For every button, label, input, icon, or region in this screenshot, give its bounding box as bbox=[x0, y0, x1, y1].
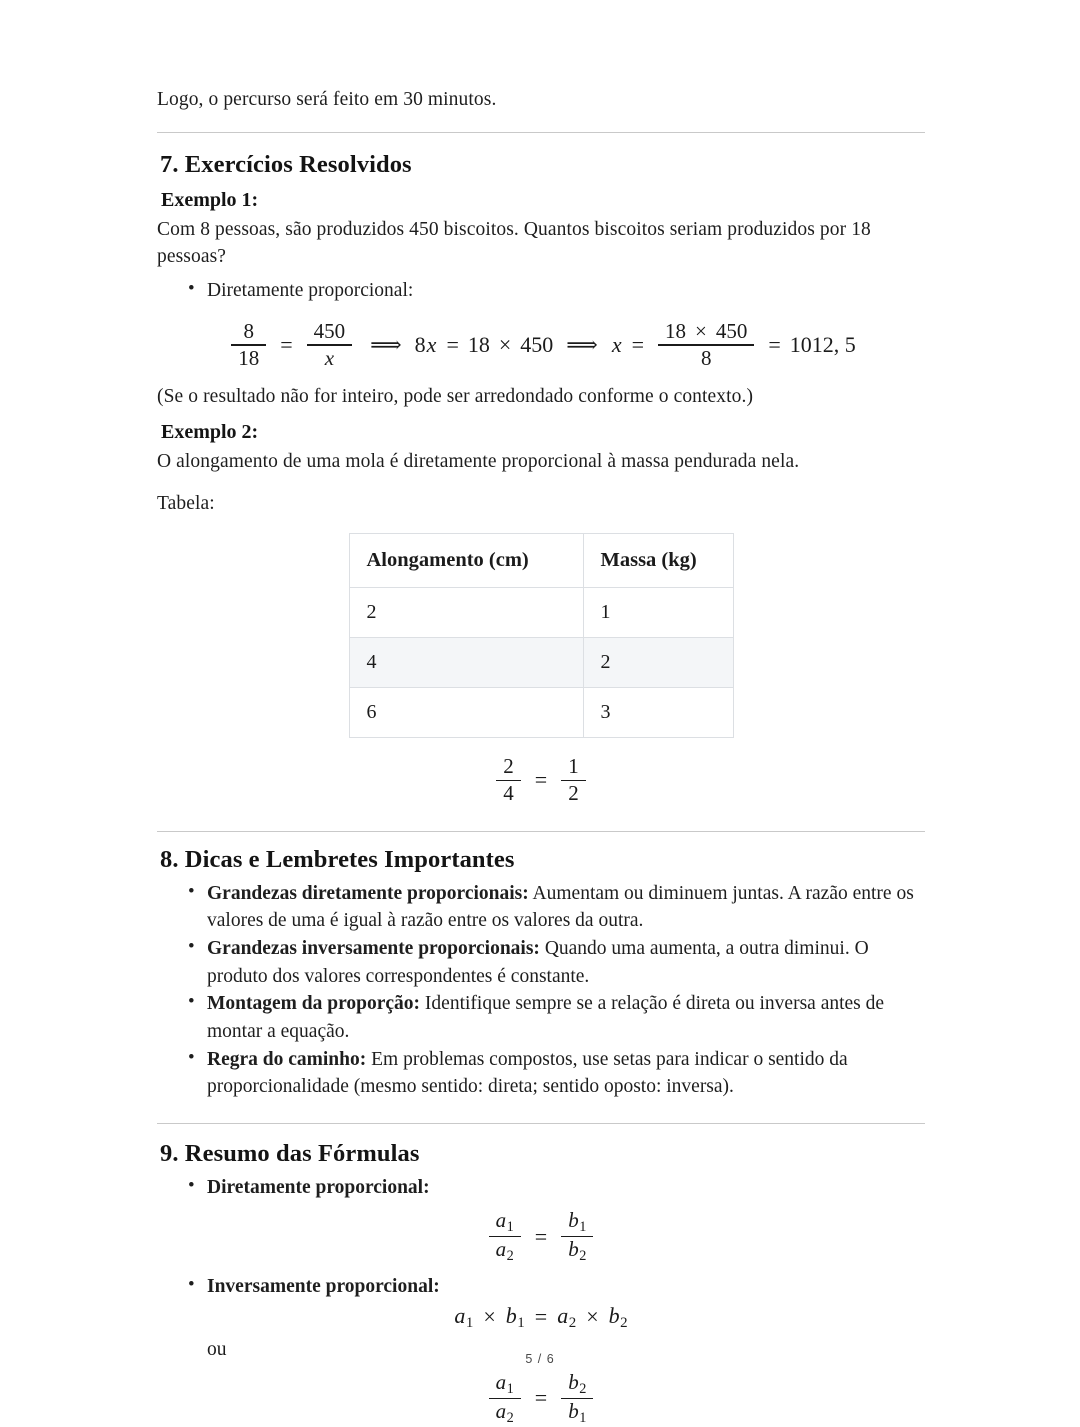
table-container bbox=[157, 533, 925, 738]
equals-sign: = bbox=[280, 331, 293, 357]
cell-massa: 3 bbox=[583, 688, 733, 738]
variable-a: a bbox=[557, 1302, 569, 1328]
fraction-numerator bbox=[561, 1370, 593, 1398]
inverse-proportional-label: Inversamente proporcional: bbox=[207, 1276, 440, 1298]
times-sign: × bbox=[498, 331, 512, 357]
fraction-b1-over-b2 bbox=[561, 1208, 593, 1265]
implies-arrow-icon: ⟹ bbox=[370, 331, 402, 357]
list-item bbox=[157, 990, 925, 1045]
table-row bbox=[349, 588, 733, 638]
equals-sign: = bbox=[631, 331, 645, 357]
table-header-row bbox=[349, 534, 733, 588]
subscript: 2 bbox=[568, 1315, 577, 1332]
subscript: 2 bbox=[620, 1315, 628, 1332]
tip-text: Aumentam ou diminuem juntas. A razão entre os valores de uma é igual à razão entre os valores da outra. bbox=[207, 882, 914, 932]
fraction-denominator bbox=[561, 1237, 593, 1265]
term-18: 18 bbox=[467, 331, 490, 357]
tip-text: Quando uma aumenta, a outra diminui. O produto dos valores correspondentes é constante. bbox=[207, 938, 869, 987]
math-expression bbox=[484, 1370, 599, 1427]
inverse-fraction-formula bbox=[157, 1370, 925, 1427]
table-body bbox=[349, 588, 733, 738]
equals-sign: = bbox=[768, 331, 781, 357]
tip-lead: Grandezas diretamente proporcionais: bbox=[207, 882, 529, 904]
variable-b: b bbox=[568, 1399, 579, 1424]
page-number-footer: 5 / 6 bbox=[525, 1352, 555, 1366]
variable-a1 bbox=[453, 1303, 474, 1332]
fraction-2-over-4 bbox=[496, 754, 521, 806]
equals-sign: = bbox=[534, 1223, 548, 1249]
section-divider-8 bbox=[157, 831, 925, 832]
example-1-formula bbox=[157, 319, 925, 371]
variable-b: b bbox=[505, 1302, 517, 1328]
section-9-heading: 9. Resumo das Fórmulas bbox=[160, 1140, 420, 1168]
section-8-heading: 8. Dicas e Lembretes Importantes bbox=[160, 845, 515, 873]
example-1-note: (Se o resultado não for inteiro, pode ser arredondado conforme o contexto.) bbox=[157, 386, 754, 408]
coefficient-8: 8 bbox=[414, 331, 426, 357]
times-sign: × bbox=[483, 1304, 496, 1330]
fraction-8-over-18 bbox=[231, 319, 266, 371]
result-value: 1012, 5 bbox=[789, 331, 856, 357]
fraction-result bbox=[658, 319, 754, 371]
fraction-denominator: 18 bbox=[238, 345, 260, 370]
variable-a2 bbox=[556, 1303, 577, 1332]
equals-sign: = bbox=[534, 1385, 548, 1411]
tips-list bbox=[157, 880, 925, 1102]
example-2-statement: O alongamento de uma mola é diretamente proporcional à massa pendurada nela. bbox=[157, 450, 800, 472]
fraction-numerator: 1 bbox=[568, 754, 579, 779]
subscript: 2 bbox=[506, 1410, 514, 1427]
example-2-ratio-formula bbox=[157, 754, 925, 806]
cell-massa: 2 bbox=[583, 638, 733, 688]
intro-paragraph: Logo, o percurso será feito em 30 minutos. bbox=[157, 89, 497, 110]
inverse-product-formula bbox=[157, 1303, 925, 1332]
section-divider-top bbox=[157, 132, 925, 133]
numerator-450: 450 bbox=[715, 318, 748, 343]
list-item bbox=[157, 1273, 925, 1301]
fraction-denominator: 8 bbox=[700, 345, 712, 370]
subscript: 1 bbox=[465, 1315, 474, 1332]
list-item bbox=[157, 277, 925, 305]
list-item bbox=[157, 935, 925, 990]
fraction-numerator bbox=[561, 1208, 593, 1236]
alongamento-massa-table bbox=[349, 533, 734, 738]
fraction-denominator bbox=[489, 1399, 521, 1427]
tip-lead: Montagem da proporção: bbox=[207, 993, 421, 1015]
column-header-alongamento: Alongamento (cm) bbox=[349, 534, 583, 588]
fraction-numerator: 8 bbox=[243, 318, 254, 343]
term-450: 450 bbox=[520, 331, 554, 357]
fraction-a1-over-a2 bbox=[489, 1370, 521, 1427]
table-label: Tabela: bbox=[157, 492, 215, 514]
example-1-bullet-text: Diretamente proporcional: bbox=[207, 280, 414, 302]
times-sign: × bbox=[695, 318, 707, 343]
direct-proportional-label: Diretamente proporcional: bbox=[207, 1177, 430, 1199]
math-expression bbox=[484, 1208, 599, 1265]
table-row bbox=[349, 638, 733, 688]
fraction-numerator bbox=[489, 1208, 521, 1236]
subscript: 1 bbox=[506, 1380, 514, 1397]
variable-a: a bbox=[495, 1399, 507, 1424]
times-sign: × bbox=[586, 1304, 599, 1330]
fraction-1-over-2 bbox=[561, 754, 586, 806]
variable-a: a bbox=[495, 1207, 507, 1232]
fraction-b2-over-b1 bbox=[561, 1370, 593, 1427]
inverse-formula-list bbox=[157, 1273, 925, 1301]
subscript: 2 bbox=[579, 1380, 587, 1397]
equals-sign: = bbox=[534, 767, 548, 793]
variable-a: a bbox=[495, 1369, 507, 1394]
cell-alongamento: 4 bbox=[349, 638, 583, 688]
subscript: 1 bbox=[506, 1218, 514, 1235]
fraction-450-over-x bbox=[307, 319, 353, 371]
fraction-numerator: 450 bbox=[313, 318, 346, 343]
variable-a: a bbox=[454, 1302, 466, 1328]
variable-a: a bbox=[495, 1237, 507, 1262]
fraction-denominator bbox=[561, 1399, 593, 1427]
subscript: 1 bbox=[579, 1218, 587, 1235]
tip-text: Identifique sempre se a relação é direta ou inversa antes de montar a equação. bbox=[207, 993, 885, 1043]
cell-alongamento: 6 bbox=[349, 688, 583, 738]
or-label: ou bbox=[207, 1339, 227, 1361]
fraction-denominator: x bbox=[324, 345, 335, 370]
document-content bbox=[157, 86, 925, 1427]
column-header-massa: Massa (kg) bbox=[583, 534, 733, 588]
subscript: 1 bbox=[517, 1315, 525, 1332]
tip-lead: Regra do caminho: bbox=[207, 1048, 367, 1070]
fraction-denominator: 4 bbox=[503, 781, 514, 806]
tip-text: Em problemas compostos, use setas para indicar o sentido da proporcionalidade (mesmo sentido: direta; sentido oposto: inversa). bbox=[207, 1048, 848, 1098]
list-item bbox=[157, 880, 925, 935]
example-1-bullet-list bbox=[157, 277, 925, 305]
math-expression bbox=[453, 1303, 628, 1332]
variable-b: b bbox=[568, 1207, 579, 1232]
equals-sign: = bbox=[534, 1304, 548, 1330]
variable-x: x bbox=[611, 331, 622, 357]
list-item bbox=[157, 1046, 925, 1101]
example-1-label: Exemplo 1: bbox=[161, 188, 259, 211]
subscript: 2 bbox=[506, 1248, 514, 1265]
table-row bbox=[349, 688, 733, 738]
variable-b2 bbox=[608, 1303, 629, 1332]
cell-alongamento: 2 bbox=[349, 588, 583, 638]
section-7-heading: 7. Exercícios Resolvidos bbox=[160, 150, 412, 178]
subscript: 1 bbox=[579, 1410, 587, 1427]
fraction-numerator bbox=[658, 319, 754, 345]
numerator-18: 18 bbox=[665, 318, 687, 343]
fraction-denominator bbox=[489, 1237, 521, 1265]
variable-x: x bbox=[426, 331, 437, 357]
fraction-numerator: 2 bbox=[503, 754, 514, 779]
list-item bbox=[157, 1174, 925, 1202]
variable-b: b bbox=[568, 1237, 579, 1262]
fraction-denominator: 2 bbox=[568, 781, 579, 806]
formula-summary-list bbox=[157, 1174, 925, 1202]
table-head bbox=[349, 534, 733, 588]
fraction-a1-over-a2 bbox=[489, 1208, 521, 1265]
cell-massa: 1 bbox=[583, 588, 733, 638]
fraction-numerator bbox=[489, 1370, 521, 1398]
math-expression bbox=[226, 319, 856, 371]
example-2-label: Exemplo 2: bbox=[161, 420, 259, 443]
equals-sign: = bbox=[446, 331, 459, 357]
subscript: 2 bbox=[579, 1248, 587, 1265]
variable-b: b bbox=[608, 1302, 620, 1328]
math-expression bbox=[491, 754, 590, 806]
example-1-statement: Com 8 pessoas, são produzidos 450 biscoitos. Quantos biscoitos seriam produzidos por 18 pessoas? bbox=[157, 218, 871, 268]
tip-lead: Grandezas inversamente proporcionais: bbox=[207, 938, 540, 960]
implies-arrow-icon: ⟹ bbox=[566, 331, 598, 357]
section-divider-9 bbox=[157, 1123, 925, 1124]
variable-b: b bbox=[568, 1369, 579, 1394]
direct-proportional-formula bbox=[157, 1208, 925, 1265]
variable-b1 bbox=[505, 1303, 526, 1332]
